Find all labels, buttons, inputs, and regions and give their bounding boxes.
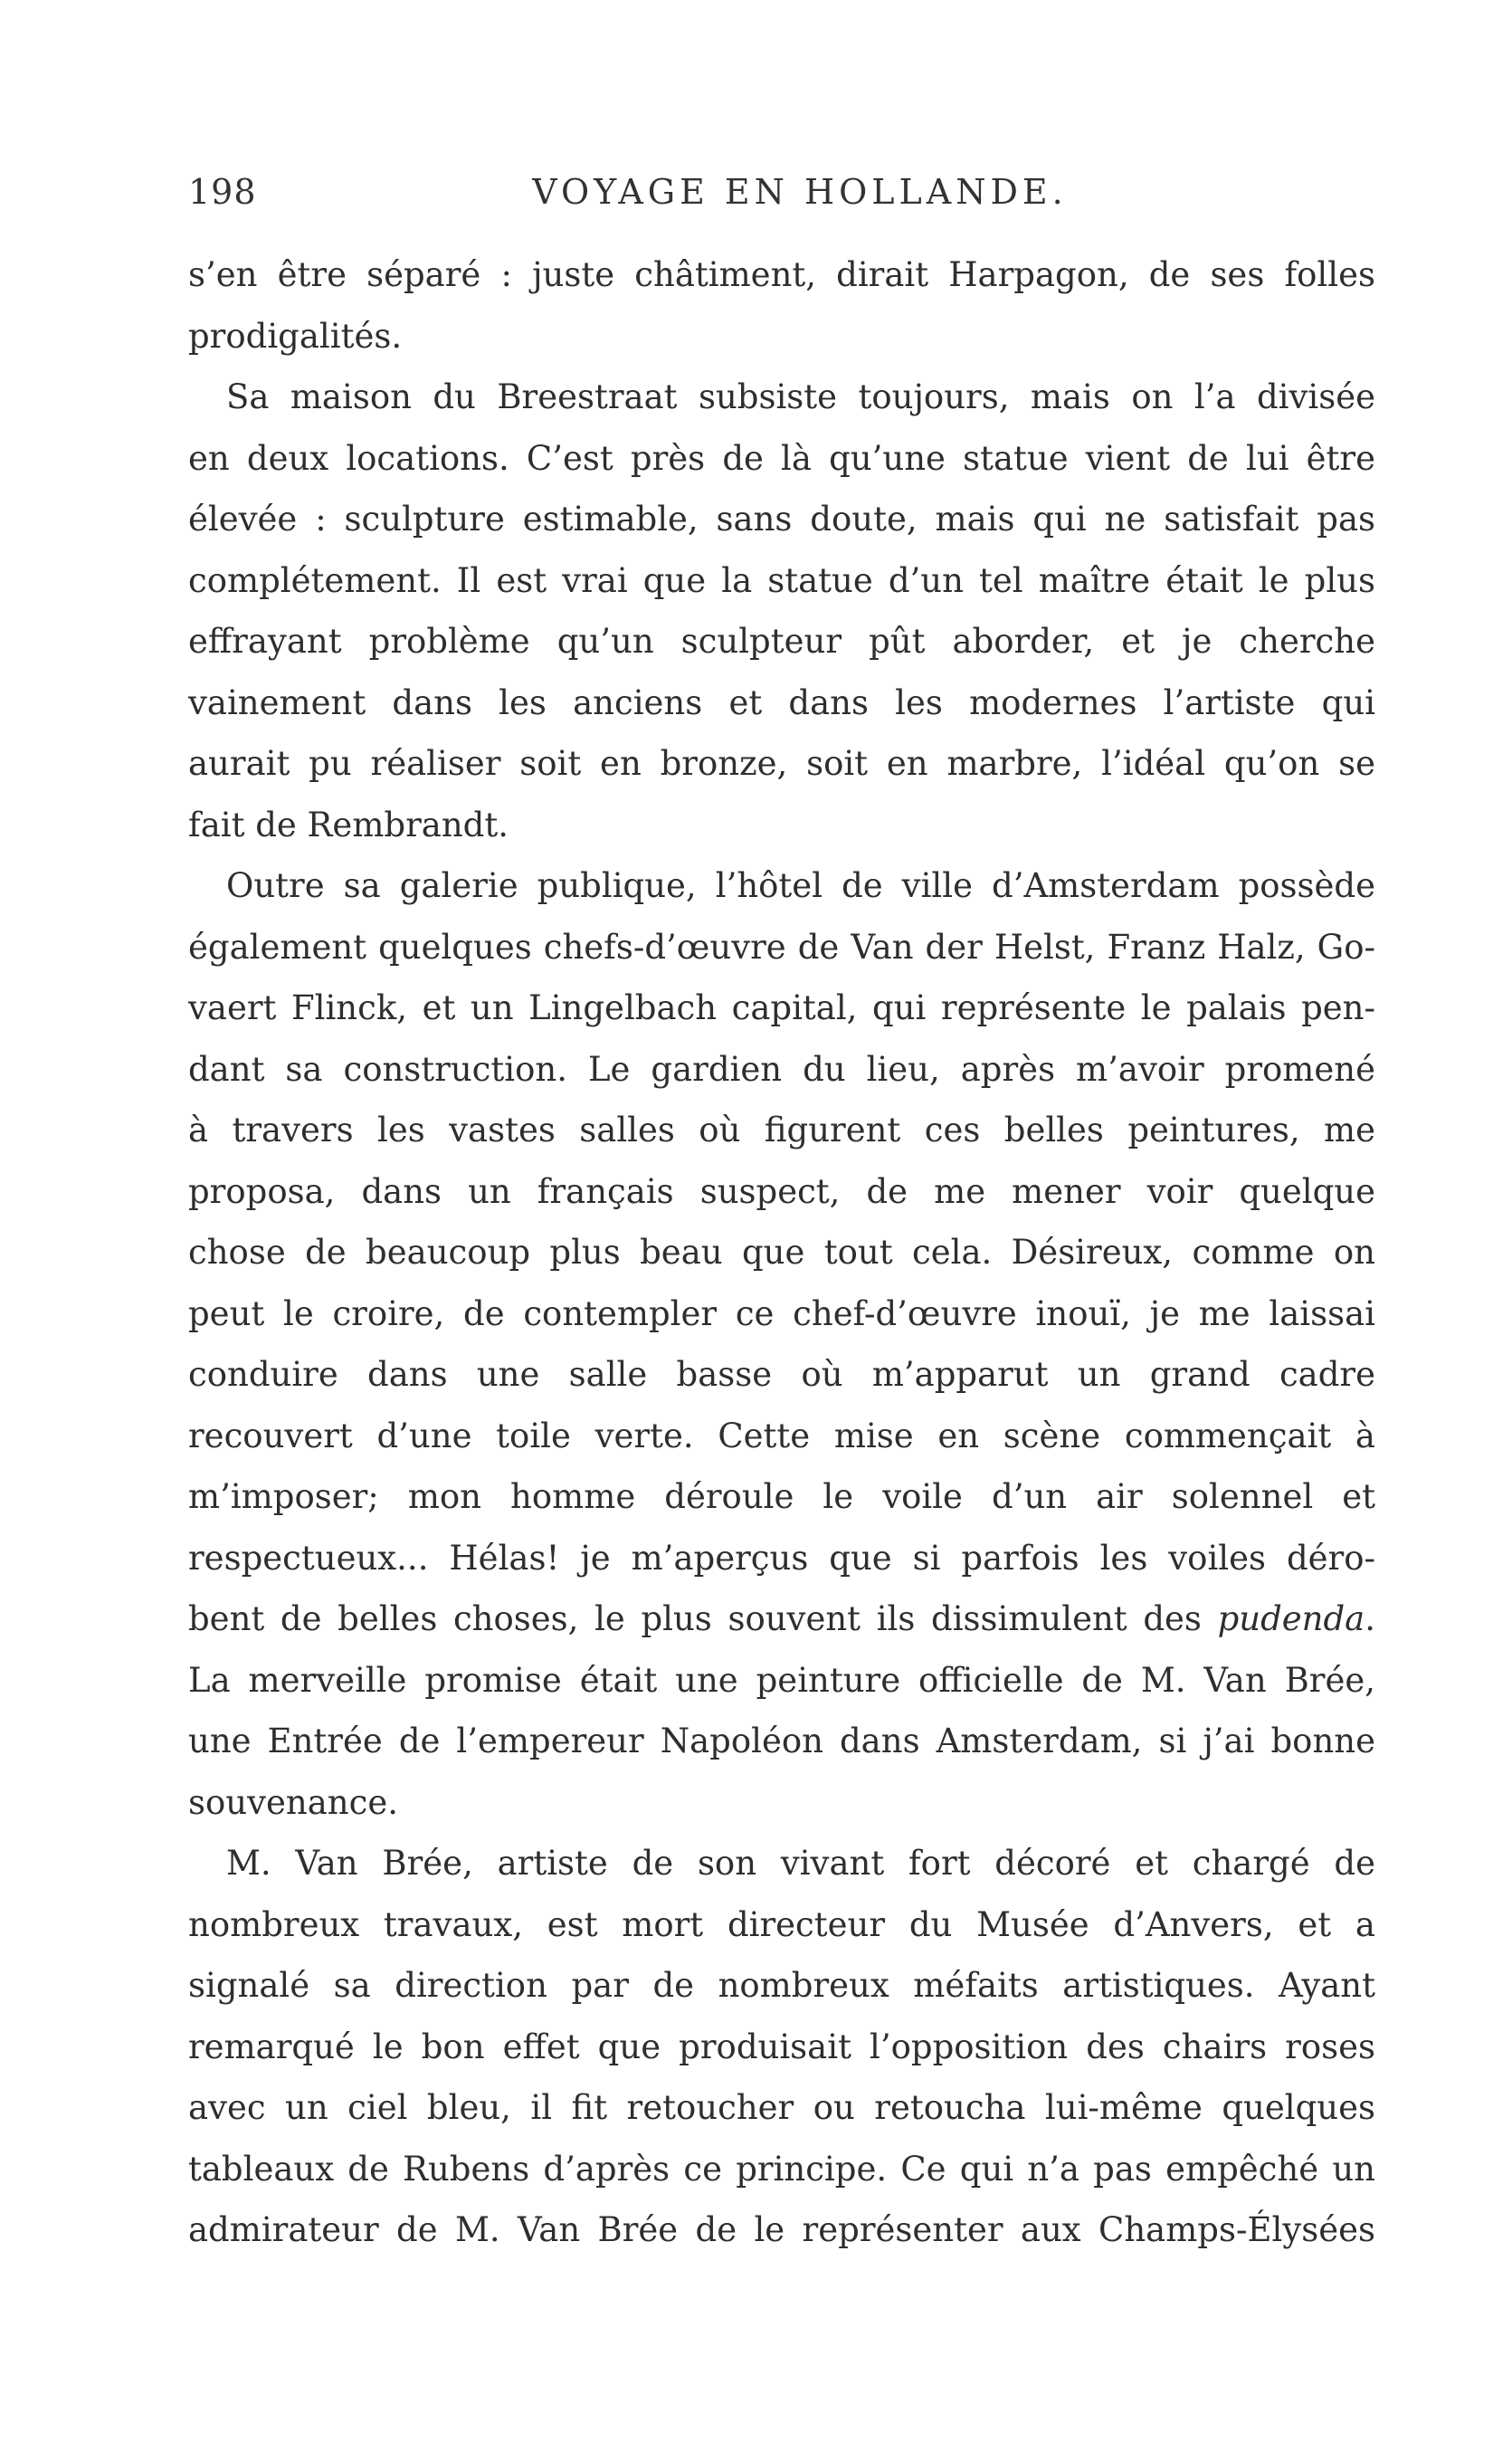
text-line (188, 733, 1375, 795)
line-text: à travers les vastes salles où figurent ces belles peintures, me (188, 1111, 1375, 1149)
line-text: effrayant problème qu’un sculpteur pût aborder, et je cherche (188, 622, 1375, 661)
text-line (188, 2139, 1375, 2200)
text-line (188, 1406, 1375, 1467)
text-line (188, 550, 1375, 612)
line-text: en deux locations. C’est près de là qu’une statue vient de lui être (188, 438, 1375, 478)
line-text: prodigalités. (188, 316, 403, 356)
text-line (188, 672, 1375, 734)
line-text: nombreux travaux, est mort directeur du Musée d’Anvers, et a (188, 1904, 1375, 1944)
line-text: remarqué le bon effet que produisait l’opposition des chairs roses (188, 2027, 1375, 2066)
line-text: aurait pu réaliser soit en bronze, soit en marbre, l’idéal qu’on se (188, 744, 1375, 783)
text-line (188, 978, 1375, 1039)
text-line (188, 428, 1375, 490)
text-line (188, 1039, 1375, 1101)
line-text: une Entrée de l’empereur Napoléon dans Amsterdam, si j’ai bonne (188, 1722, 1375, 1760)
running-title: VOYAGE EN HOLLANDE. (532, 172, 1068, 212)
text-line (188, 2017, 1375, 2078)
line-text: souvenance. (188, 1782, 398, 1822)
line-text: admirateur de M. Van Brée de le représenter aux Champs-Élysées (188, 2210, 1375, 2249)
page-number: 198 (188, 172, 257, 212)
text-line (188, 1650, 1375, 1712)
line-text: Sa maison du Breestraat subsiste toujours, mais on l’a divisée (226, 377, 1375, 416)
line-text: Outre sa galerie publique, l’hôtel de ville d’Amsterdam possède (226, 866, 1375, 905)
text-line (188, 1894, 1375, 1956)
line-text: bent de belles choses, le plus souvent ils dissimulent des (188, 1599, 1218, 1638)
text-line (188, 855, 1375, 917)
text-line (188, 1833, 1375, 1894)
text-line (188, 1100, 1375, 1161)
line-text: signalé sa direction par de nombreux méfaits artistiques. Ayant (188, 1966, 1375, 2005)
line-text: vaert Flinck, et un Lingelbach capital, qui représente le palais pen- (188, 988, 1375, 1027)
line-text: complétement. Il est vrai que la statue d’un tel maître était le plus (188, 560, 1375, 600)
line-text: peut le croire, de contempler ce chef-d’œuvre inouï, je me laissai (188, 1293, 1375, 1333)
text-line (188, 611, 1375, 672)
line-text: conduire dans une salle basse où m’apparut un grand cadre (188, 1355, 1375, 1394)
line-text: s’en être séparé : juste châtiment, dirait Harpagon, de ses folles (188, 255, 1375, 294)
text-line (188, 1344, 1375, 1406)
line-text: élevée : sculpture estimable, sans doute, mais qui ne satisfait pas (188, 500, 1375, 539)
page-header (188, 172, 1375, 226)
line-text: tableaux de Rubens d’après ce principe. Ce qui n’a pas empêché un (188, 2149, 1375, 2189)
line-text-tail: . (1365, 1599, 1375, 1638)
text-line (188, 1222, 1375, 1283)
text-line (188, 1161, 1375, 1223)
text-line (188, 1466, 1375, 1528)
text-line (188, 1711, 1375, 1772)
text-line (188, 795, 1375, 856)
body-text (188, 244, 1375, 2261)
text-line (188, 1283, 1375, 1345)
line-text: également quelques chefs-d’œuvre de Van der Helst, Franz Halz, Go- (188, 927, 1375, 967)
text-line (188, 489, 1375, 550)
line-text: proposa, dans un français suspect, de me mener voir quelque (188, 1171, 1375, 1211)
text-line (188, 306, 1375, 367)
line-text: vainement dans les anciens et dans les modernes l’artiste qui (188, 682, 1375, 722)
text-line (188, 1588, 1375, 1650)
text-line (188, 1772, 1375, 1834)
line-text: recouvert d’une toile verte. Cette mise en scène commençait à (188, 1416, 1375, 1455)
text-line (188, 1955, 1375, 2017)
italic-word: pudenda (1217, 1599, 1365, 1638)
line-text: chose de beaucoup plus beau que tout cela. Désireux, comme on (188, 1233, 1375, 1272)
line-text: m’imposer; mon homme déroule le voile d’un air solennel et (188, 1477, 1375, 1516)
line-text: respectueux... Hélas! je m’aperçus que si parfois les voiles déro- (188, 1538, 1375, 1578)
line-text: avec un ciel bleu, il fit retoucher ou retoucha lui-même quelques (188, 2088, 1375, 2127)
text-line (188, 2077, 1375, 2139)
text-line (188, 2199, 1375, 2261)
text-line (188, 1528, 1375, 1589)
line-text: M. Van Brée, artiste de son vivant fort décoré et chargé de (226, 1844, 1375, 1883)
line-text: dant sa construction. Le gardien du lieu, après m’avoir promené (188, 1049, 1375, 1089)
text-line (188, 367, 1375, 428)
line-text: La merveille promise était une peinture officielle de M. Van Brée, (188, 1660, 1375, 1700)
text-line (188, 244, 1375, 306)
line-text: fait de Rembrandt. (188, 805, 509, 844)
text-line (188, 917, 1375, 978)
